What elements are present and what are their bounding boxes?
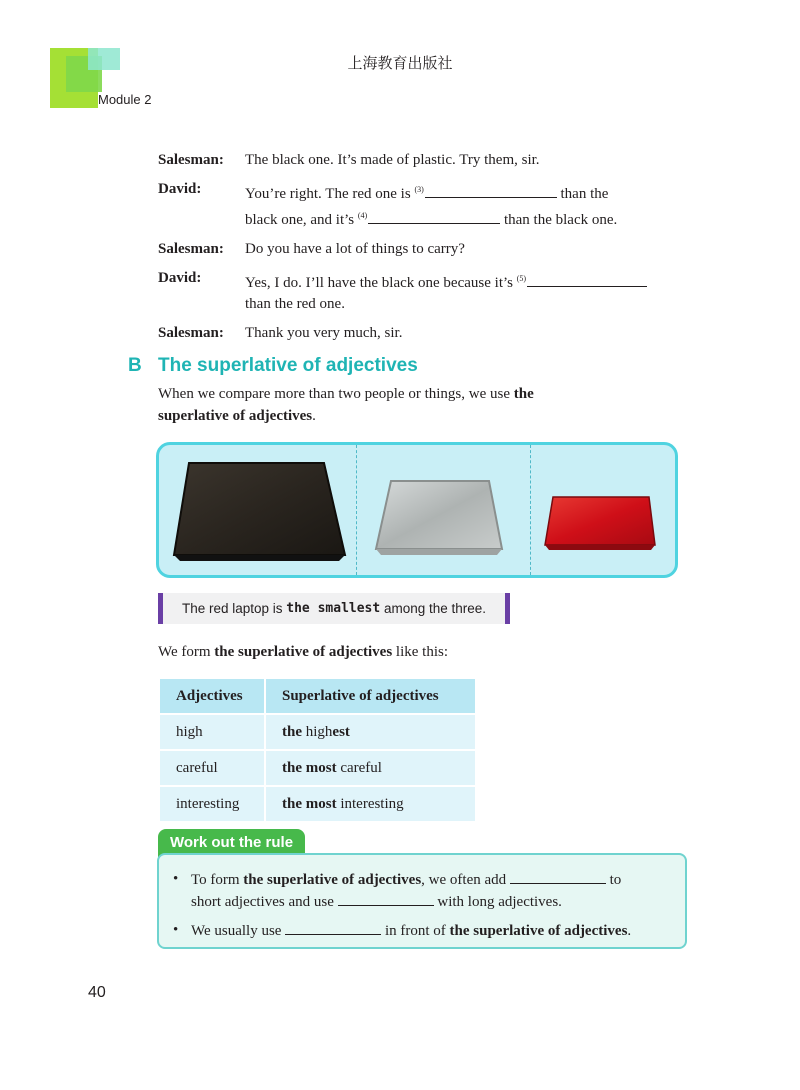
form-instruction: [158, 644, 448, 661]
adjective-cell: careful: [159, 750, 265, 786]
blank-number: (5): [516, 274, 527, 283]
bold-text: the most: [282, 759, 337, 776]
text-segment: careful: [336, 759, 382, 776]
dialogue: [158, 150, 698, 352]
speaker: David:: [158, 270, 202, 286]
bold-text: superlative of adjectives: [158, 408, 313, 424]
bullet-dot: •: [173, 922, 179, 938]
answer-blank-5[interactable]: [527, 272, 647, 287]
text-segment: interesting: [336, 795, 404, 812]
bold-text: the superlative of adjectives: [449, 923, 628, 939]
line-text: Do you have a lot of things to carry?: [245, 241, 465, 257]
text-segment: black one, and it’s: [245, 212, 355, 228]
section-title: The superlative of adjectives: [158, 355, 418, 376]
text-segment: When we compare more than two people or things, we use: [158, 386, 514, 402]
rule-blank-3[interactable]: [285, 920, 381, 935]
silver-laptop: [376, 481, 502, 549]
module-label: Module 2: [98, 92, 152, 107]
text-segment: short adjectives and use: [191, 894, 334, 910]
speaker: Salesman:: [158, 325, 224, 341]
superlative-cell: [265, 714, 476, 750]
rule-blank-1[interactable]: [510, 869, 606, 884]
dialogue-line: [158, 268, 698, 315]
text-segment: We usually use: [191, 923, 282, 939]
rule-tab-label: Work out the rule: [158, 829, 305, 857]
line-text: The black one. It’s made of plastic. Try them, sir.: [245, 152, 540, 168]
section-letter: B: [128, 355, 142, 376]
bold-text: est: [332, 723, 350, 740]
rule-blank-2[interactable]: [338, 891, 434, 906]
text-segment: than the: [560, 186, 609, 202]
dialogue-line: [158, 323, 698, 344]
text-segment: to: [609, 872, 622, 888]
publisher-name: 上海教育出版社: [347, 54, 453, 72]
dialogue-line: [158, 150, 698, 171]
superlative-cell: [265, 750, 476, 786]
text-segment: We form: [158, 644, 215, 660]
text-segment: You’re right. The red one is: [245, 186, 411, 202]
column-header: Superlative of adjectives: [265, 678, 476, 714]
line-text: Thank you very much, sir.: [245, 325, 403, 341]
section-intro: [158, 383, 628, 427]
table-row: [159, 786, 476, 822]
bold-text: the most: [282, 795, 337, 812]
line-text: [245, 179, 698, 231]
page-number: 40: [88, 984, 106, 1001]
table-row: [159, 750, 476, 786]
text-segment: in front of: [384, 923, 450, 939]
black-laptop: [174, 463, 345, 555]
bold-text: the: [282, 723, 302, 740]
text-segment: than the red one.: [245, 296, 345, 312]
example-sentence: [158, 593, 510, 624]
laptop-illustrations: [159, 445, 675, 575]
dialogue-line: [158, 179, 698, 231]
bullet-dot: •: [173, 871, 179, 887]
adjective-cell: high: [159, 714, 265, 750]
blank-number: (3): [414, 185, 424, 194]
text-segment: The red laptop is: [181, 601, 287, 616]
bullet-text: [191, 920, 631, 942]
bullet-text: [191, 869, 621, 913]
answer-blank-4[interactable]: [368, 209, 500, 224]
text-segment: .: [627, 923, 632, 939]
text-segment: like this:: [392, 644, 449, 660]
text-segment: , we often add: [421, 872, 507, 888]
line-text: [245, 268, 698, 315]
bold-text: the superlative of adjectives: [243, 872, 422, 888]
superlative-cell: [265, 786, 476, 822]
red-laptop: [545, 497, 655, 545]
text-segment: Yes, I do. I’ll have the black one because it’s: [245, 275, 513, 291]
text-segment: .: [312, 408, 316, 424]
adjective-cell: interesting: [159, 786, 265, 822]
table-row: [159, 714, 476, 750]
speaker: Salesman:: [158, 241, 224, 257]
column-header: Adjectives: [159, 678, 265, 714]
blank-number: (4): [357, 211, 368, 220]
rule-box: [157, 853, 687, 949]
table-header-row: [159, 678, 476, 714]
speaker: Salesman:: [158, 152, 224, 168]
section-heading: [128, 355, 418, 377]
text-segment: than the black one.: [503, 212, 618, 228]
rule-bullet: [173, 920, 675, 942]
laptop-comparison-image: [156, 442, 678, 578]
rule-bullet: [173, 869, 675, 913]
bold-text: the smallest: [286, 601, 381, 616]
text-segment: among the three.: [380, 601, 487, 616]
text-segment: with long adjectives.: [437, 894, 562, 910]
speaker: David:: [158, 181, 202, 197]
dialogue-line: [158, 239, 698, 260]
answer-blank-3[interactable]: [425, 183, 557, 198]
bold-text: the superlative of adjectives: [214, 644, 393, 660]
bold-text: the: [513, 386, 534, 402]
text-segment: high: [305, 723, 333, 740]
superlative-table: [158, 677, 477, 823]
text-segment: To form: [191, 872, 244, 888]
